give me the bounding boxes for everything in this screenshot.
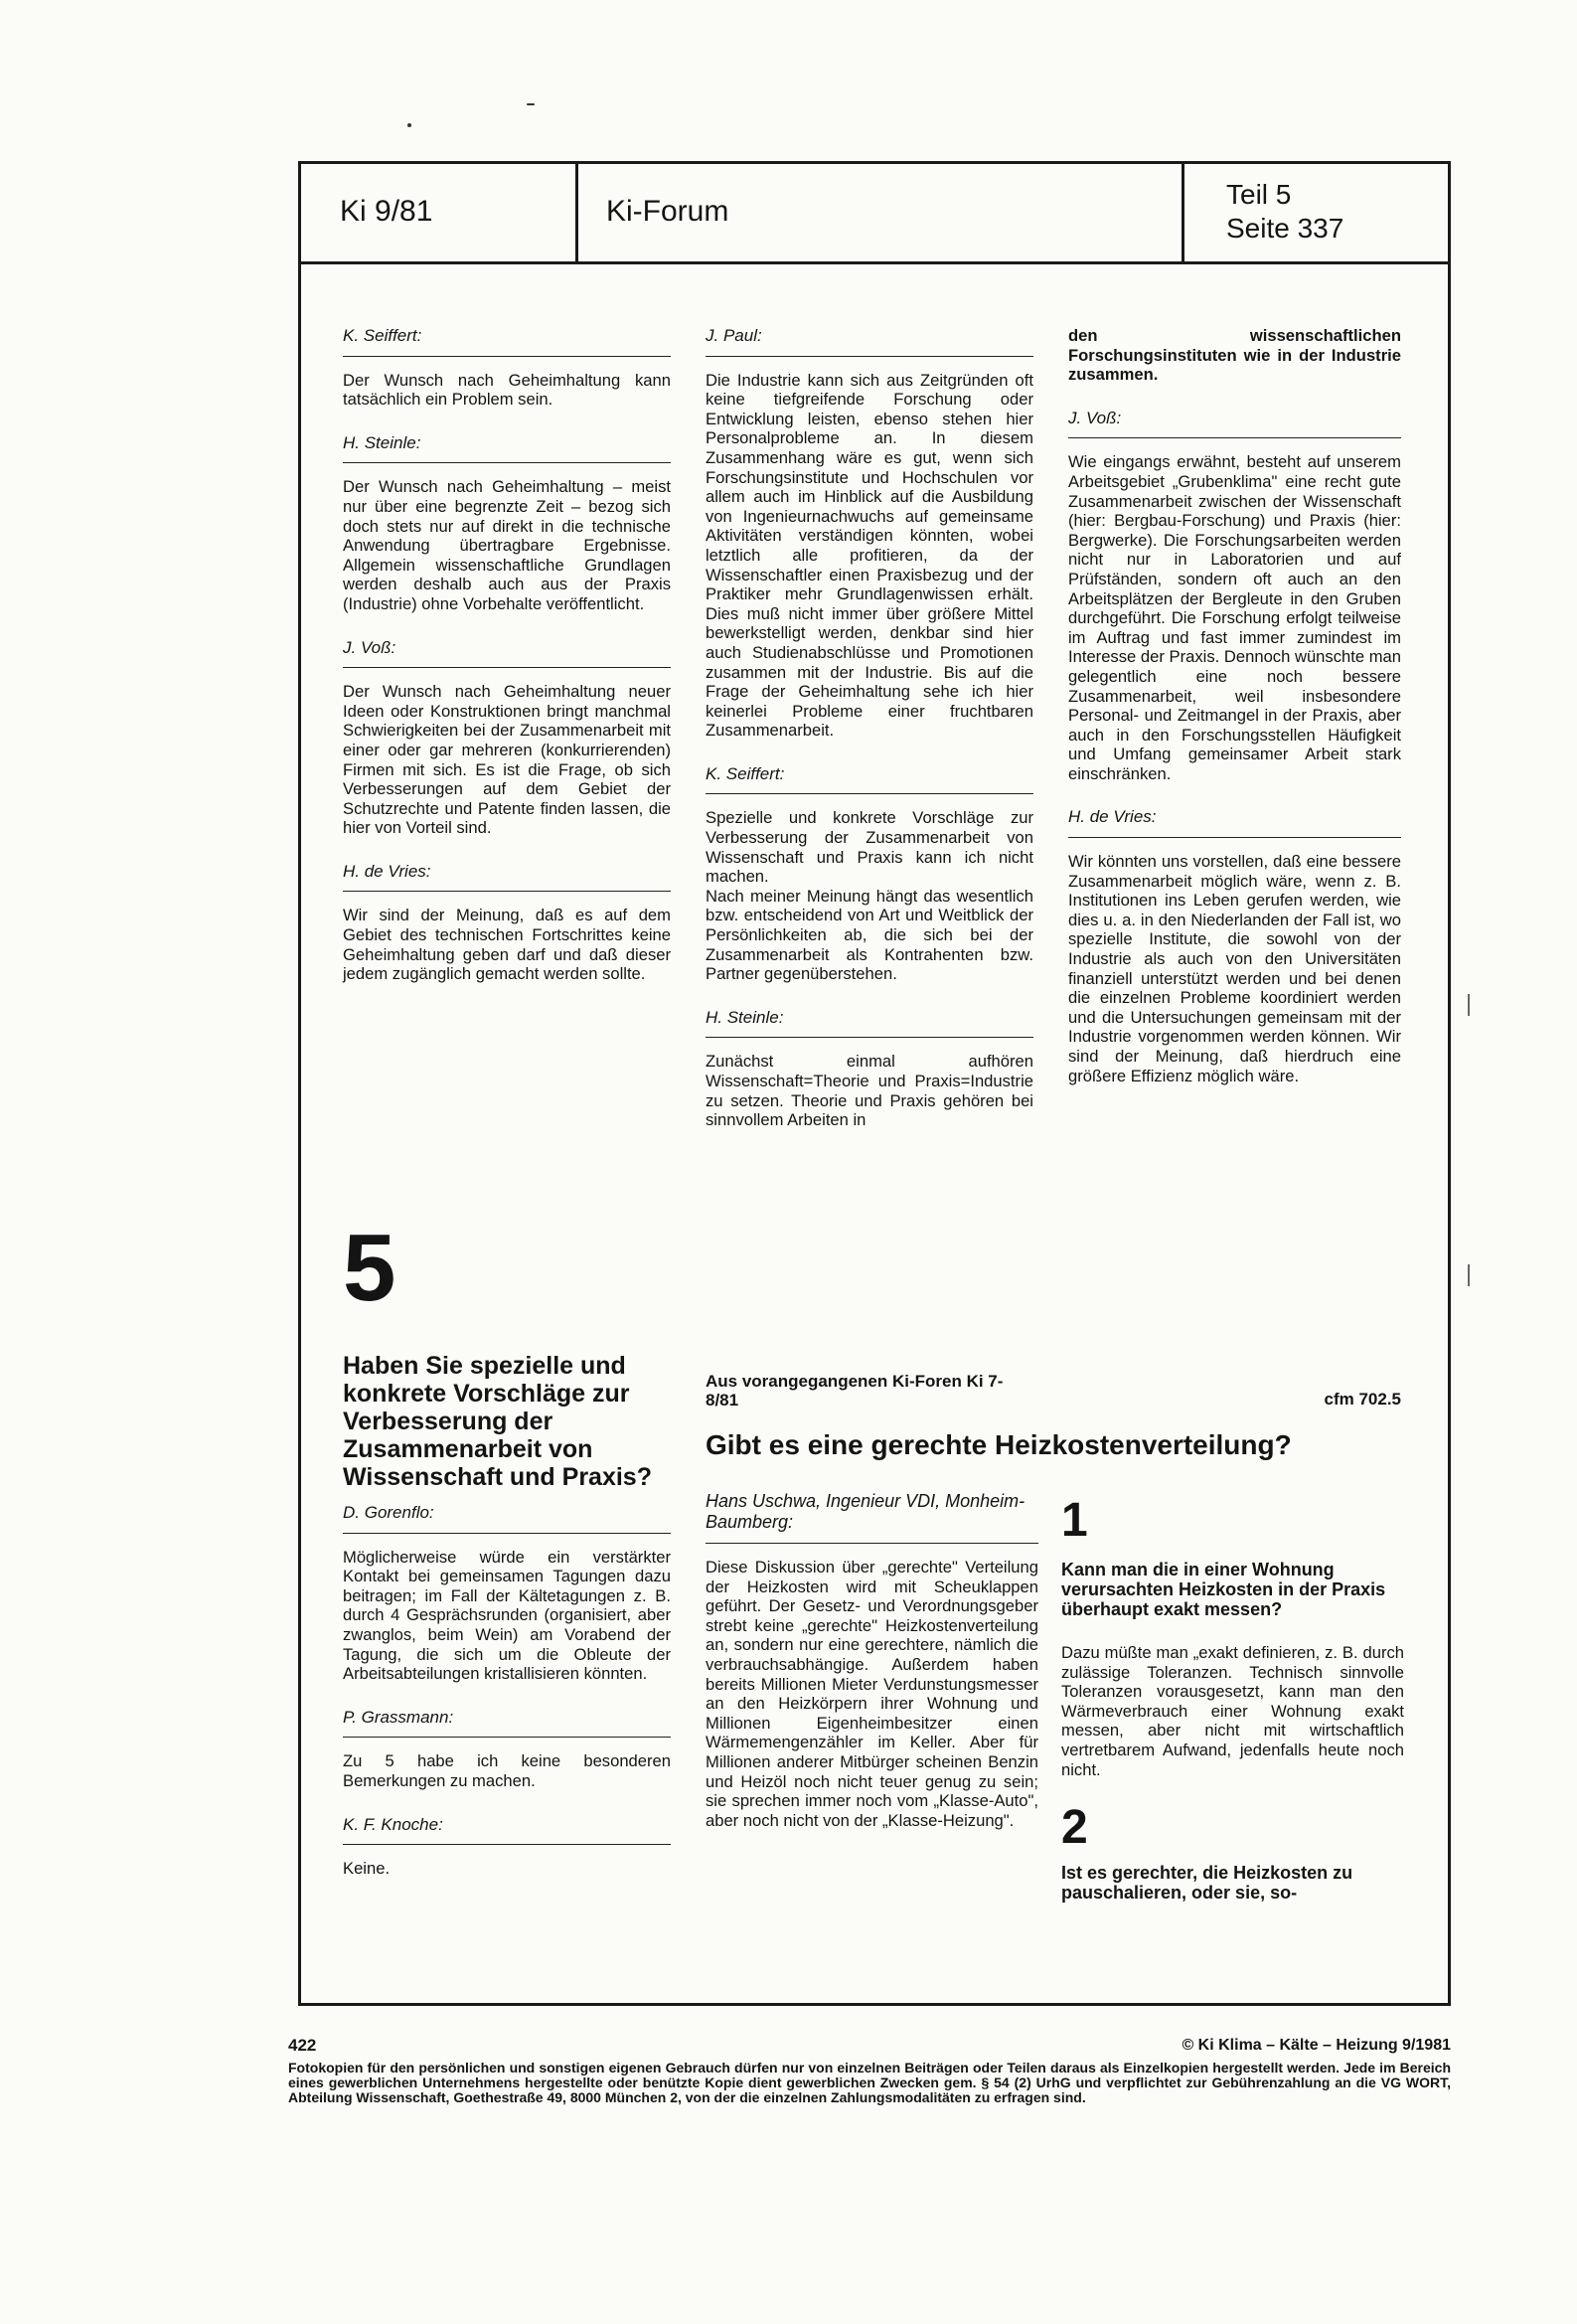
column-2 [706,326,1033,1154]
part-page-label [1184,161,1451,261]
section-title: Gibt es eine gerechte Heizkostenverteilung? [706,1429,1292,1460]
author-name: J. Voß: [343,638,671,669]
classification-code: cfm 702.5 [1324,1390,1401,1409]
scan-speck [407,123,411,127]
page-header [298,161,1451,264]
column-1 [343,326,671,1008]
scan-margin-mark [1468,994,1470,1016]
author-name: J. Voß: [1068,409,1401,439]
answer-text: Der Wunsch nach Geheimhaltung – meist nur über eine begrenzte Zeit – bezog sich doch stets nur auf direkt in die technische Anwendung übertragbare Ergebnisse. Allgemein wissenschaftliche Grundlagen werden deshalb auch aus der Praxis (Industrie) ohne Vorbehalte veröffentlicht. [343,477,671,613]
author-name: H. de Vries: [343,862,671,893]
author-name: K. Seiffert: [343,326,671,357]
issue-label: Ki 9/81 [298,161,578,261]
answer-text: Nach meiner Meinung hängt das wesentlich bzw. entscheidend von Art und Weitblick der Persönlichkeiten ab, die sich bei der Zusammenarbeit als Kontrahenten bzw. Partner gegenüberstehen. [706,886,1033,984]
author-name: P. Grassmann: [343,1708,671,1739]
question-5-block [343,1215,671,1903]
answer-text: Möglicherweise würde ein verstärkter Kontakt bei gemeinsamen Tagungen dazu beitragen; im Fall der Kältetagungen z. B. durch 4 Gesprächsrunden (organisiert, aber zwanglos, beim Wein) am Vorabend der Tagung, die sich um die Obleute der Arbeitsabteilungen kristallisieren könnten. [343,1547,671,1684]
previous-forum-header [706,1372,1401,1461]
previous-forum-label: Aus vorangegangenen Ki-Foren Ki 7-8/81 [706,1372,1004,1410]
forum-label: Ki-Forum [578,161,1184,261]
answer-text: Wir könnten uns vorstellen, daß eine bessere Zusammenarbeit möglich wäre, wenn z. B. Institutionen ins Leben gerufen werden, wie dies u. a. in den Niederlanden der Fall ist, wo spezielle Institute, die sowohl von der Industrie als auch von den Universitäten finanziell unterstützt werden und bei denen die einzelnen Probleme koordiniert werden und die Untersuchungen gemeinsam mit der Industrie vorgenommen werden können. Wir sind der Meinung, daß hierdruch eine größere Effizienz möglich wäre. [1068,852,1401,1085]
copy-notice-text: Fotokopien für den persönlichen und sonstigen eigenen Gebrauch dürfen nur von einzelnen Beiträgen oder Teilen daraus als Einzelkopien hergestellt werden. Jede im Bereich eines gewerblichen Unternehmens hergestellte oder benützte Kopie dient gewerblichen Zwecken gem. § 54 (2) UrhG und verpflichtet zur Gebührenzahlung an die VG WORT, Abteilung Wissenschaft, Goethestraße 49, 8000 München 2, von der die einzelnen Zahlungsmodalitäten zu erfragen sind. [288,2060,1451,2105]
scan-margin-mark [1468,1264,1470,1286]
author-name: H. Steinle: [706,1008,1033,1039]
question-number: 2 [1061,1801,1088,1855]
answer-text: Wie eingangs erwähnt, besteht auf unserem Arbeitsgebiet „Grubenklima" eine recht gute Zusammenarbeit zwischen der Wissenschaft (hier: Bergbau-Forschung) und Praxis (hier: Bergwerke). Die Forschungsarbeiten werden nicht nur in Laboratorien und auf Prüfständen, sondern oft auch an den Arbeitsplätzen der Bergleute in den Gruben durchgeführt. Die Forschung erfolgt teilweise im Auftrag und fast immer zumindest im Interesse der Praxis. Dennoch wünschte man gelegentlich eine noch bessere Zusammenarbeit, weil insbesondere Personal- und Zeitmangel in der Praxis, aber auch in den Forschungsstellen Häufigkeit und Umfang gemeinsamer Arbeit stark einschränken. [1068,452,1401,783]
author-name: D. Gorenflo: [343,1503,671,1534]
answer-text: Der Wunsch nach Geheimhaltung kann tatsächlich ein Problem sein. [343,370,671,410]
question-title: Ist es gerechter, die Heizkosten zu pauschalieren, oder sie, so- [1061,1863,1353,1904]
author-name: H. Steinle: [343,433,671,464]
copyright-notice: © Ki Klima – Kälte – Heizung 9/1981 [1182,2037,1451,2054]
answer-text: Zunächst einmal aufhören Wissenschaft=Theorie und Praxis=Industrie zu setzen. Theorie und Praxis gehören bei sinnvollem Arbeiten in [706,1052,1033,1130]
author-name: H. de Vries: [1068,807,1401,838]
answer-text: Wir sind der Meinung, daß es auf dem Gebiet des technischen Fortschrittes keine Geheimhaltung geben darf und daß dieser jedem zugänglich gemacht werden sollte. [343,906,671,984]
page-number: 422 [288,2036,317,2055]
answer-text: Die Industrie kann sich aus Zeitgründen oft keine tiefgreifende Forschung oder Entwicklung leisten, ebenso stehen hier Personalprobleme an. In diesem Zusammenhang wäre es gut, wenn sich Forschungsinstitute und Hochschulen vor allem auch im Hinblick auf die Ausbildung von Ingenieurnachwuchs auf gemeinsame Aktivitäten verständigen könnten, wobei letztlich alle profitieren, da der Wissenschaftler einen Praxisbezug und der Praktiker mehr Grundlagenwissen erhält. Dies muß nicht immer über größere Mittel bewerkstelligt werden, denkbar sind hier auch Studienabschlüsse und Promotionen zusammen mit der Industrie. Bis auf die Frage der Geheimhaltung sehe ich hier keinerlei Probleme einer fruchtbaren Zusammenarbeit. [706,370,1033,741]
previous-forum-questions [1061,1496,1404,1926]
author-name: Hans Uschwa, Ingenieur VDI, Monheim-Baumberg: [706,1491,1038,1544]
question-title: Haben Sie spezielle und konkrete Vorschläge zur Verbesserung der Zusammenarbeit von Wissenschaft und Praxis? [343,1352,652,1491]
answer-text: Der Wunsch nach Geheimhaltung neuer Ideen oder Konstruktionen bringt manchmal Schwierigkeiten bei der Zusammenarbeit mit einer oder gar mehreren (konkurrierenden) Firmen mit sich. Es ist die Frage, ob sich Verbesserungen auf dem Gebiet der Schutzrechte und Patente finden lassen, die hier von Vorteil sind. [343,682,671,838]
answer-text: Spezielle und konkrete Vorschläge zur Verbesserung der Zusammenarbeit von Wissenschaft und Praxis kann ich nicht machen. [706,808,1033,887]
question-number: 5 [343,1215,396,1321]
answer-text: Zu 5 habe ich keine besonderen Bemerkungen zu machen. [343,1751,671,1790]
author-name: K. F. Knoche: [343,1815,671,1846]
letter-text: Diese Diskussion über „gerechte" Verteilung der Heizkosten wird mit Scheuklappen geführt. Der Gesetz- und Verordnungsgeber strebt keine „gerechte" Heizkostenverteilung an, sondern nur eine gerechtere, nämlich die verbrauchsabhängige. Außerdem haben bereits Millionen Mieter Verdunstungsmesser an den Heizkörpern ihrer Wohnung und Millionen Eigenheimbesitzer einen Wärmemengenzähler im Keller. Aber für Millionen anderer Mitbürger scheinen Benzin und Heizöl noch nicht teuer genug zu sein; sie sprechen immer noch vom „Klasse-Auto", aber noch nicht von der „Klasse-Heizung". [706,1558,1038,1830]
column-3 [1068,326,1401,1109]
page-footer [288,2018,1451,2105]
scan-speck [527,103,535,105]
answer-text: Keine. [343,1859,391,1879]
author-name: J. Paul: [706,326,1033,357]
part-label: Teil 5 [1226,178,1292,210]
answer-text: Dazu müßte man „exakt definieren, z. B. durch zulässige Toleranzen. Technisch sinnvolle Toleranzen vorausgesetzt, kann man den Wärmeverbrauch einer Wohnung exakt messen, aber nicht mit wirtschaftlich vertretbarem Aufwand, jedenfalls heute noch nicht. [1061,1643,1404,1779]
answer-text: den wissenschaftlichen Forschungsinstituten wie in der Industrie zusammen. [1068,326,1401,385]
question-number: 1 [1061,1494,1088,1547]
previous-forum-letter [706,1491,1038,1854]
page-label: Seite 337 [1226,212,1344,244]
question-title: Kann man die in einer Wohnung verursachten Heizkosten in der Praxis überhaupt exakt messen? [1061,1560,1386,1619]
author-name: K. Seiffert: [706,764,1033,795]
